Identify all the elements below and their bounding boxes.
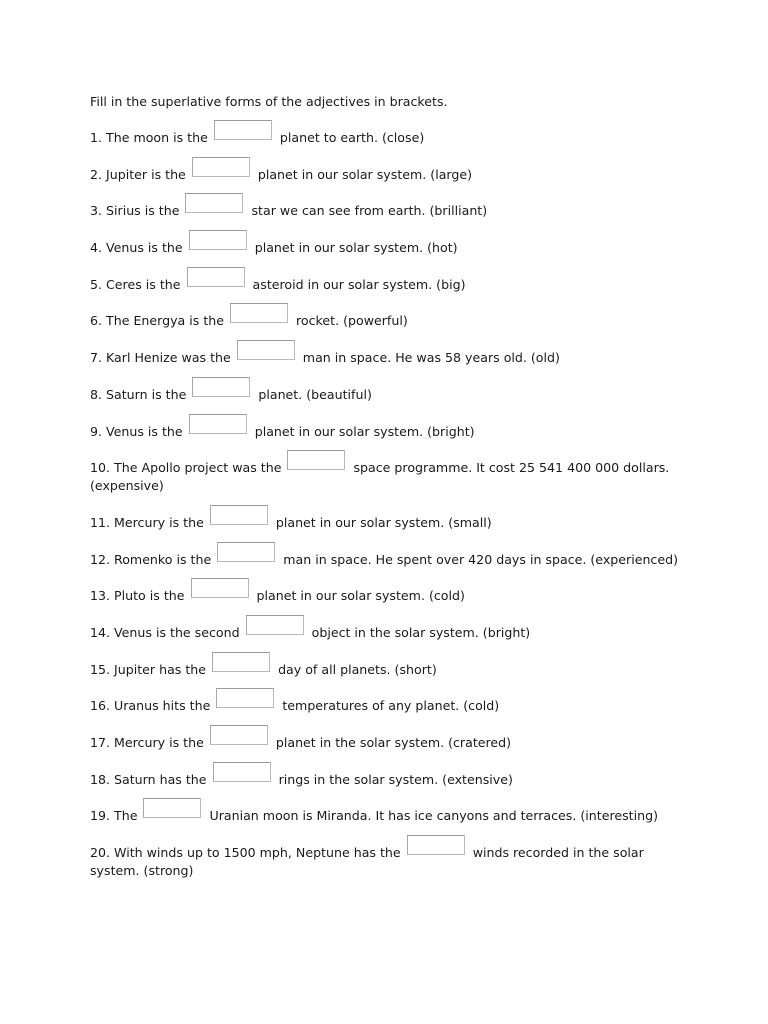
question-text-before: 15. Jupiter has the (90, 661, 207, 677)
answer-input-15[interactable] (212, 652, 270, 672)
answer-input-4[interactable] (189, 230, 247, 250)
answer-input-12[interactable] (217, 542, 275, 562)
answer-input-20[interactable] (407, 835, 465, 855)
question-text-before: 13. Pluto is the (90, 588, 185, 604)
answer-input-1[interactable] (214, 120, 272, 140)
question-4 (90, 230, 690, 257)
question-text-before: 10. The Apollo project was the (90, 460, 282, 476)
question-text-after: planet in our solar system. (large) (257, 166, 473, 182)
question-text-after: winds recorded in the solar system. (strong) (90, 845, 644, 879)
question-13 (90, 578, 690, 605)
question-1 (90, 120, 690, 147)
question-10 (90, 450, 690, 495)
question-text-before: 12. Romenko is the (90, 551, 212, 567)
question-text-after: star we can see from earth. (brilliant) (251, 203, 488, 219)
question-text-after: object in the solar system. (bright) (311, 624, 531, 640)
answer-input-13[interactable] (191, 578, 249, 598)
question-text-before: 6. The Energya is the (90, 313, 224, 329)
question-16 (90, 688, 690, 715)
question-text-after: rocket. (powerful) (296, 313, 408, 329)
question-text-before: 14. Venus is the second (90, 624, 240, 640)
question-12 (90, 542, 690, 569)
question-text-before: 1. The moon is the (90, 130, 208, 145)
question-20 (90, 835, 690, 880)
question-text-after: planet in our solar system. (hot) (254, 240, 458, 256)
question-text-before: 7. Karl Henize was the (90, 350, 231, 366)
question-text-before: 9. Venus is the (90, 423, 183, 439)
answer-input-11[interactable] (210, 505, 268, 525)
question-text-after: day of all planets. (short) (278, 661, 437, 677)
answer-input-8[interactable] (192, 377, 250, 397)
answer-input-19[interactable] (143, 798, 201, 818)
question-text-after: temperatures of any planet. (cold) (282, 698, 500, 714)
question-11 (90, 505, 690, 532)
question-9 (90, 414, 690, 441)
question-5 (90, 267, 690, 294)
question-text-before: 3. Sirius is the (90, 203, 180, 219)
question-text-after: rings in the solar system. (extensive) (278, 771, 513, 787)
question-text-before: 20. With winds up to 1500 mph, Neptune has the (90, 845, 401, 861)
worksheet (90, 93, 690, 890)
answer-input-3[interactable] (185, 193, 243, 213)
question-text-after: asteroid in our solar system. (big) (252, 276, 466, 292)
question-text-before: 11. Mercury is the (90, 514, 204, 530)
question-7 (90, 340, 690, 367)
answer-input-9[interactable] (189, 414, 247, 434)
question-text-before: 18. Saturn has the (90, 771, 207, 787)
question-text-before: 8. Saturn is the (90, 386, 187, 402)
question-2 (90, 157, 690, 184)
question-text-after: planet in our solar system. (bright) (254, 423, 475, 439)
answer-input-7[interactable] (237, 340, 295, 360)
question-19 (90, 798, 690, 825)
question-text-before: 17. Mercury is the (90, 735, 204, 750)
question-text-after: space programme. It cost 25 541 400 000 dollars. (expensive) (90, 460, 670, 494)
answer-input-5[interactable] (187, 267, 245, 287)
question-17 (90, 725, 690, 752)
question-14 (90, 615, 690, 642)
question-18 (90, 762, 690, 789)
question-text-before: 16. Uranus hits the (90, 698, 211, 714)
answer-input-6[interactable] (230, 303, 288, 323)
question-text-after: man in space. He was 58 years old. (old) (302, 350, 560, 366)
answer-input-14[interactable] (246, 615, 304, 635)
answer-input-17[interactable] (210, 725, 268, 745)
answer-input-2[interactable] (192, 157, 250, 177)
question-text-before: 5. Ceres is the (90, 276, 181, 292)
question-3 (90, 193, 690, 220)
answer-input-16[interactable] (216, 688, 274, 708)
question-list (90, 120, 690, 880)
question-text-after: Uranian moon is Miranda. It has ice canyons and terraces. (interesting) (209, 808, 658, 824)
answer-input-18[interactable] (213, 762, 271, 782)
question-15 (90, 652, 690, 679)
question-text-after: planet to earth. (close) (279, 130, 425, 145)
question-text-after: planet in our solar system. (small) (275, 514, 492, 530)
question-text-before: 2. Jupiter is the (90, 166, 186, 182)
instructions: Fill in the superlative forms of the adjectives in brackets. (90, 94, 448, 109)
question-6 (90, 303, 690, 330)
question-text-before: 19. The (90, 808, 138, 824)
question-text-after: planet in our solar system. (cold) (256, 588, 465, 604)
question-text-after: planet in the solar system. (cratered) (275, 735, 512, 750)
question-8 (90, 377, 690, 404)
question-text-before: 4. Venus is the (90, 240, 183, 256)
question-text-after: planet. (beautiful) (258, 386, 372, 402)
question-text-after: man in space. He spent over 420 days in space. (experienced) (283, 551, 679, 567)
answer-input-10[interactable] (287, 450, 345, 470)
